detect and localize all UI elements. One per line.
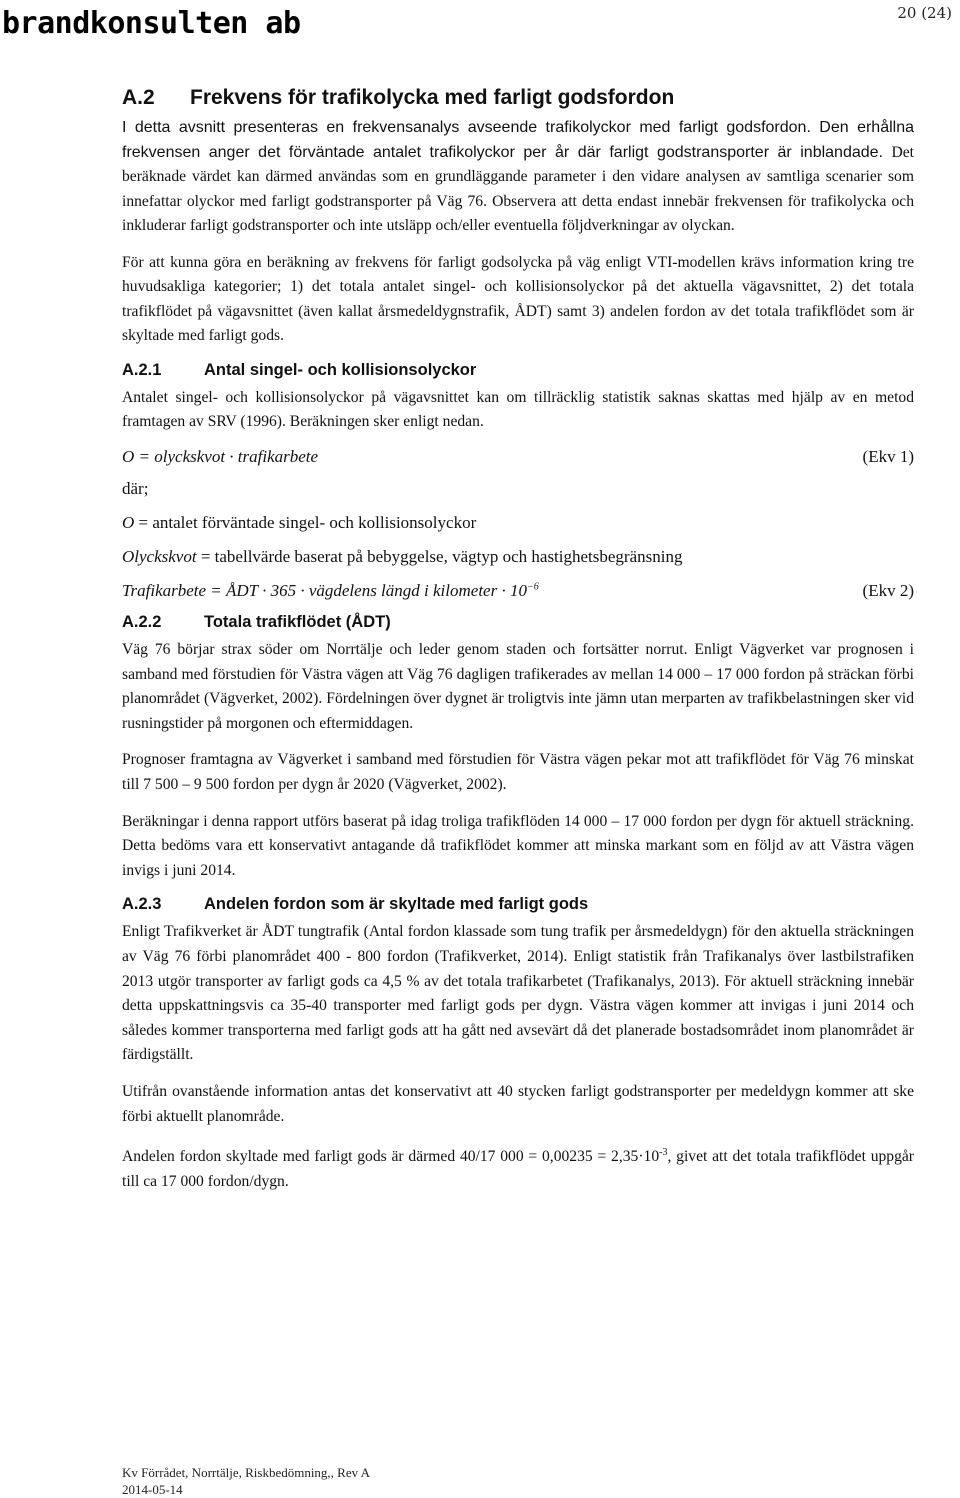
page-number: 20 (24) [897, 4, 952, 22]
subsection-number: A.2.2 [122, 613, 162, 632]
subsection-number: A.2.3 [122, 895, 162, 914]
subsection-number: A.2.1 [122, 360, 162, 379]
definition-olyckskvot: Olyckskvot = tabellvärde baserat på bebyggelse, vägtyp och hastighetsbegränsning [122, 547, 683, 567]
page-footer [122, 1464, 370, 1498]
section-heading [122, 86, 914, 110]
equation-2-label: (Ekv 2) [862, 581, 914, 601]
subsection-heading-a23 [122, 895, 914, 914]
document-body [122, 86, 914, 1207]
sub2-paragraph-1: Väg 76 börjar strax söder om Norrtälje och leder genom staden och fortsätter norrut. Enligt Vägverket var prognosen i samband med förstudien för Västra vägen att Väg 76 dagligen trafikerades av mellan 14 000 – 17 000 fordon på sträckan förbi planområdet (Vägverket, 2002). Fördelningen över dygnet är troligtvis inte jämn utan merparten av trafikbelastningen sker vid rusningstider på morgonen och eftermiddagen. [122, 641, 914, 732]
subsection-heading-a21 [122, 361, 914, 380]
section-paragraph-2: För att kunna göra en beräkning av frekvens för farligt godsolycka på väg enligt VTI-modellen krävs information kring tre huvudsakliga kategorier; 1) det totala antalet singel- och kollisionsolyckor på det aktuella vägavsnittet, 2) det totala trafikflödet på vägavsnittet (även kallat årsmedeldygnstrafik, ÅDT) samt 3) andelen fordon av det totala trafikflödet som är skyltade med farligt gods. [122, 253, 914, 345]
sub2-paragraph-2: Prognoser framtagna av Vägverket i samband med förstudien för Västra vägen pekar mot att trafikflödet för Väg 76 minskat till 7 500 – 9 500 fordon per dygn år 2020 (Vägverket, 2002). [122, 751, 914, 794]
equation-1-label: (Ekv 1) [862, 447, 914, 467]
sub3-paragraph-3: Andelen fordon skyltade med farligt gods är därmed 40/17 $000 = 0,00235 = 2,35\cdot 10^{-3}$, givet att det totala trafikflödet uppgår till ca 17 000 fordon/dygn. [122, 1147, 914, 1190]
sub3-paragraph-1: Enligt Trafikverket är ÅDT tungtrafik (Antal fordon klassade som tung trafik per årsmedeldygn) för den aktuella sträckningen av Väg 76 förbi planområdet 400 - 800 fordon (Trafikverket, 2014). Enligt statistik från Trafikanalys över lastbilstrafiken 2013 utgör transporter av farligt gods ca 4,5 % av det totala trafikarbetet (Trafikanalys, 2013). För aktuell sträckning innebär detta uppskattningsvis ca 35-40 transporter med farligt gods per dygn. Västra vägen kommer att invigas i juni 2014 och således kommer transporterna med farligt gods att ha gått ned avsevärt då det planerade bostadsområdet inom planområdet är färdigställt. [122, 923, 914, 1064]
equation-1-formula: O = olyckskvot · trafikarbete [122, 447, 319, 467]
subsection-title: Totala trafikflödet (ÅDT) [204, 613, 391, 632]
footer-date: 2014-05-14 [122, 1482, 183, 1497]
company-logo: brandkonsulten ab [2, 6, 301, 41]
section-title: Frekvens för trafikolycka med farligt godsfordon [190, 86, 675, 109]
sub3-paragraph-2: Utifrån ovanstående information antas det konservativt att 40 stycken farligt godstransporter per medeldygn kommer att ske förbi aktuellt planområde. [122, 1082, 914, 1125]
sub1-paragraph: Antalet singel- och kollisionsolyckor på vägavsnittet kan om tillräcklig statistik saknas skattas med hjälp av en metod framtagen av SRV (1996). Beräkningen sker enligt nedan. [122, 388, 914, 431]
footer-document-title: Kv Förrådet, Norrtälje, Riskbedömning,, Rev A [122, 1465, 371, 1480]
subsection-title: Antal singel- och kollisionsolyckor [204, 360, 477, 379]
subsection-heading-a22 [122, 613, 914, 632]
sub2-paragraph-3: Beräkningar i denna rapport utförs baserat på idag troliga trafikflöden 14 000 – 17 000 fordon per dygn för aktuell sträckning. Detta bedöms vara ett konservativt antagande då trafikflödet kommer att minska markant som en följd av att Västra vägen invigs i juni 2014. [122, 812, 914, 879]
equation-2 [122, 581, 914, 601]
section-number: A.2 [122, 86, 155, 109]
section-paragraph-1: I detta avsnitt presenteras en frekvensanalys avseende trafikolyckor med farligt godsfordon. Den erhållna frekvensen anger det förväntade antalet trafikolyckor per år där farligt godstransporter är inblandade. Det beräknade värdet kan därmed användas som en grundläggande parameter i den vidare analysen av samtliga scenarier som innefattar olyckor med farligt godstransporter på Väg 76. Observera att detta endast innebär frekvensen för trafikolycka och inkluderar farligt godstransporter och inte utsläpp och/eller eventuella följdverkningar av olyckan. [122, 119, 914, 234]
dar-label: där; [122, 479, 149, 499]
equation-1 [122, 447, 914, 467]
equation-2-formula: Trafikarbete = ÅDT · 365 · vägdelens längd i kilometer · $10^{-6}$ [122, 581, 539, 601]
subsection-title: Andelen fordon som är skyltade med farligt gods [204, 895, 589, 914]
definition-o: O = antalet förväntade singel- och kollisionsolyckor [122, 513, 477, 533]
